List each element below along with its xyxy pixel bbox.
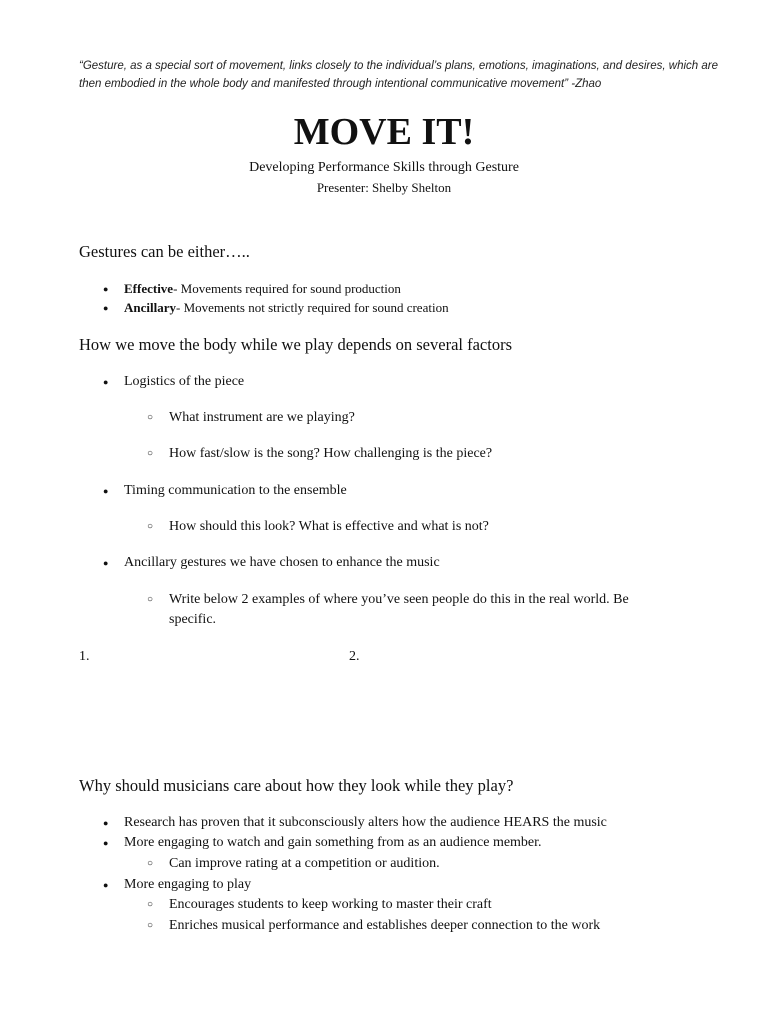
sub-list-item: ○ Write below 2 examples of where you’ve seen people do this in the real world. Be specific. bbox=[169, 590, 679, 630]
epigraph-quote: “Gesture, as a special sort of movement, links closely to the individual’s plans, emotions, imaginations, and desires, which are then embodied in the whole body and manifested through intentional communicative movement” -Zhao bbox=[79, 60, 718, 90]
page-subtitle: Developing Performance Skills through Gesture bbox=[249, 160, 519, 175]
sub-list-item: ○ How fast/slow is the song? How challenging is the piece? bbox=[169, 444, 729, 464]
list-item: ● Timing communication to the ensemble bbox=[124, 481, 684, 501]
answer-blank-1: 1. bbox=[79, 649, 90, 664]
list-item: ● More engaging to watch and gain something from as an audience member. bbox=[124, 833, 684, 853]
list-item: ● Research has proven that it subconsciously alters how the audience HEARS the music bbox=[124, 813, 684, 833]
answer-blank-2: 2. bbox=[349, 649, 360, 664]
presenter-line: Presenter: Shelby Shelton bbox=[316, 180, 452, 195]
sub-list-item: ○ How should this look? What is effective and what is not? bbox=[169, 517, 729, 537]
term-effective: Effective bbox=[124, 281, 174, 296]
sub-list-item: ○ Encourages students to keep working to master their craft bbox=[169, 895, 729, 915]
list-item: ● Ancillary gestures we have chosen to enhance the music bbox=[124, 553, 684, 573]
term-ancillary: Ancillary bbox=[124, 300, 176, 315]
definition-ancillary: - Movements not strictly required for sound creation bbox=[176, 300, 449, 315]
list-item-effective bbox=[124, 279, 684, 299]
section-heading-gesture-types: Gestures can be either….. bbox=[79, 242, 250, 261]
section-heading-factors: How we move the body while we play depends on several factors bbox=[79, 335, 512, 354]
sub-list-item: ○ Can improve rating at a competition or audition. bbox=[169, 854, 729, 874]
list-item-ancillary bbox=[124, 298, 684, 318]
page-title: MOVE IT! bbox=[293, 111, 475, 153]
list-item: ● Logistics of the piece bbox=[124, 372, 684, 392]
list-item: ● More engaging to play bbox=[124, 875, 684, 895]
section-heading-why-care: Why should musicians care about how they look while they play? bbox=[79, 776, 514, 795]
sub-list-item: ○ Enriches musical performance and establishes deeper connection to the work bbox=[169, 916, 729, 936]
definition-effective: - Movements required for sound production bbox=[173, 281, 401, 296]
sub-list-item: ○ What instrument are we playing? bbox=[169, 408, 729, 428]
